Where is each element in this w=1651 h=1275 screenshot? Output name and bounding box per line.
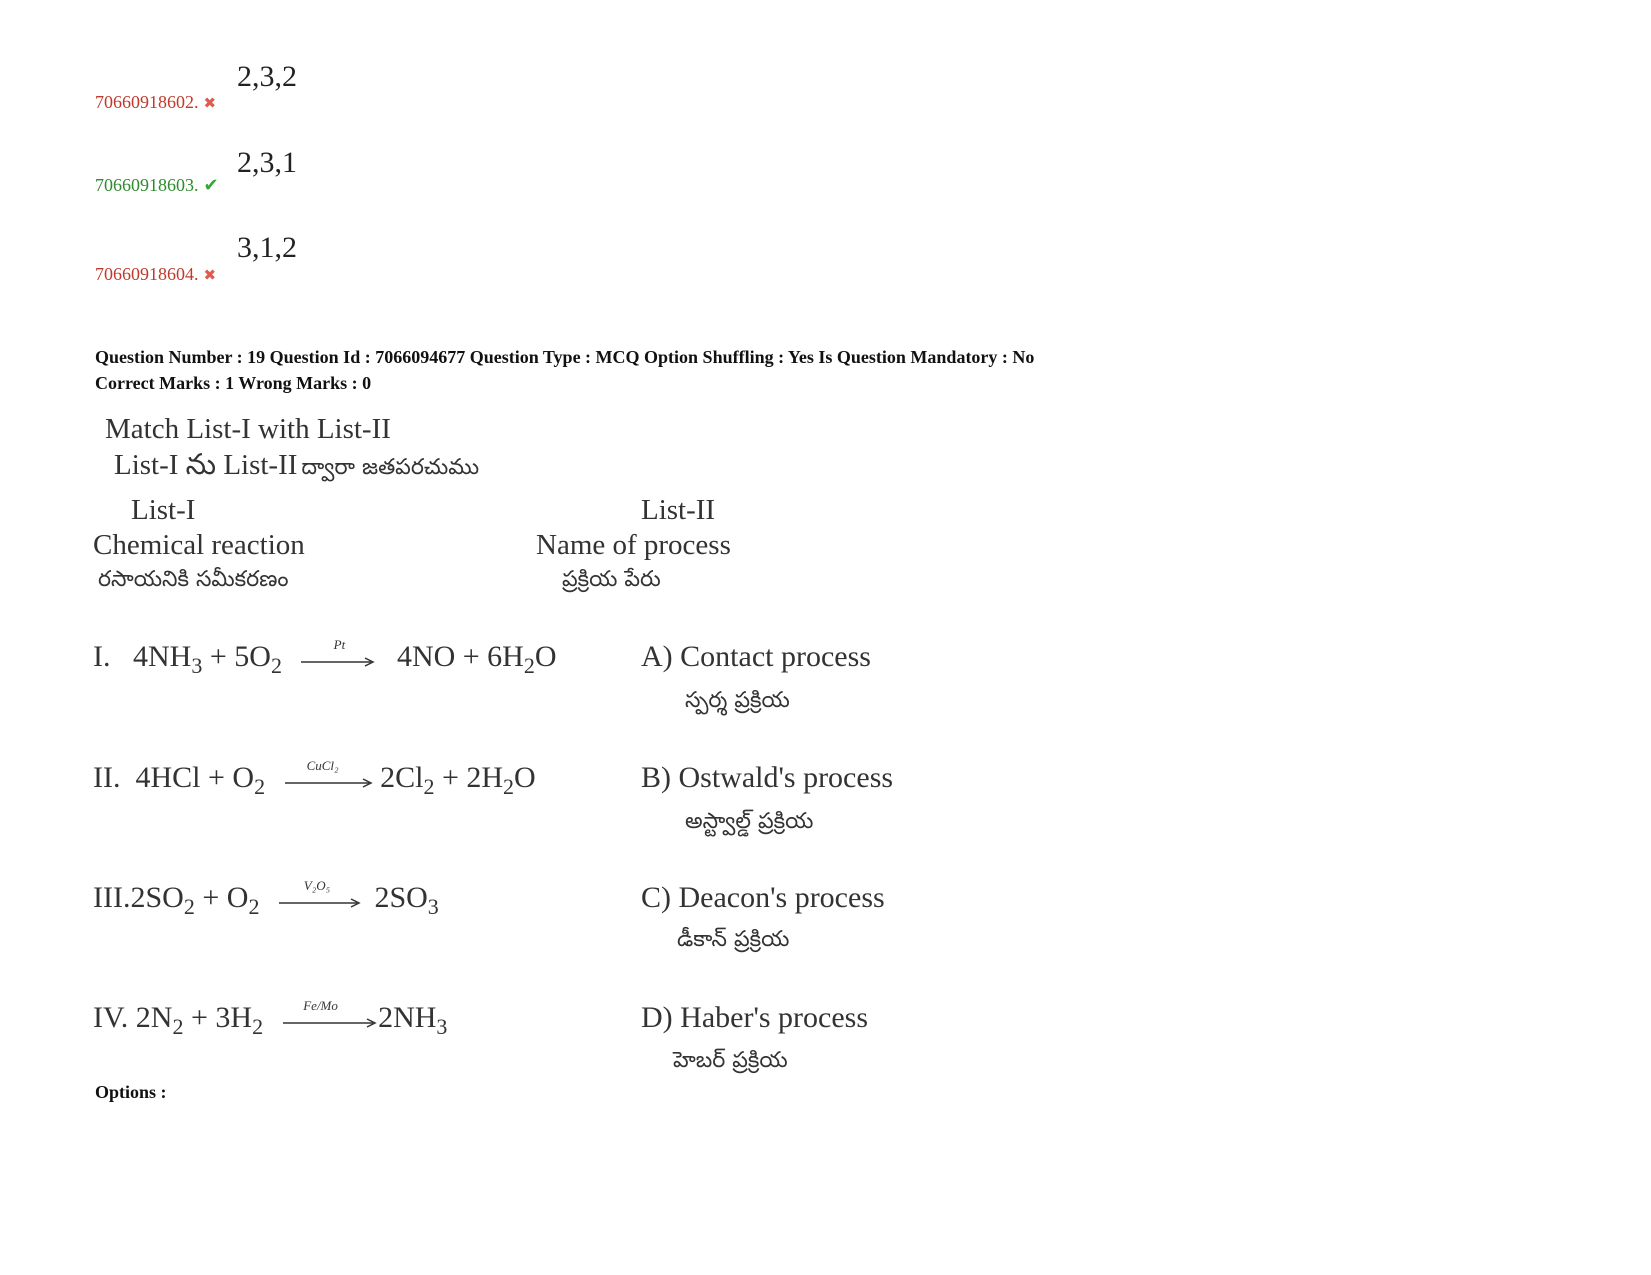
option-value: 2,3,2 [237,60,297,93]
options-label: Options : [95,1082,167,1102]
catalyst-label: CuCl₂ [306,758,339,774]
list2-subheader: Name of process [536,529,731,561]
check-icon: ✔ [203,175,219,195]
option-id: 70660918604. [95,264,199,284]
title-te-prefix: List-I ను List-II [114,449,298,481]
process-a-telugu: స్పర్శ ప్రక్రియ [685,688,790,713]
option-value: 2,3,1 [237,146,297,179]
option-row [95,175,219,196]
reaction-lhs: $4NH_3 + 5O_2$ [133,640,282,678]
list1-subheader: Chemical reaction [93,529,305,561]
option-id: 70660918603. [95,175,199,195]
reaction-rhs: $2NH_3$ [378,1001,448,1039]
reaction-row [93,998,448,1039]
reaction-row [93,637,557,678]
process-d: D) Haber's process [641,1001,868,1034]
reaction-rhs: $2Cl_2 + 2H_2O$ [380,761,536,799]
reaction-lhs: $4HCl + O_2$ [135,761,266,799]
reaction-arrow [283,998,359,1030]
process-b-telugu: అస్ట్వాల్డ్ ప్రక్రియ [685,809,814,834]
question-title: Match List-I with List-II [105,413,391,445]
reaction-row [93,878,439,919]
option-value: 3,1,2 [237,231,297,264]
reaction-label: II. [93,761,121,794]
reaction-label: IV. [93,1001,129,1034]
cross-icon: ✖ [203,96,217,112]
process-a: A) Contact process [641,640,871,673]
question-meta-line1: Question Number : 19 Question Id : 7066094677 Question Type : MCQ Option Shuffling : Yes Is Question Mandatory : No [95,347,1035,367]
process-d-telugu: హెబర్ ప్రక్రియ [673,1048,788,1073]
list1-header: List-I [131,494,196,526]
cross-icon: ✖ [203,268,217,284]
reaction-arrow [279,878,355,910]
reaction-label: III. [93,881,131,914]
reaction-rhs: $2SO_3$ [374,881,439,919]
reaction-lhs: $2N_2 + 3H_2$ [135,1001,264,1039]
option-row [95,264,216,285]
reaction-label: I. [93,640,111,673]
catalyst-label: V₂O₅ [303,878,331,894]
process-b: B) Ostwald's process [641,761,894,794]
catalyst-label: Fe/Mo [303,998,338,1014]
reaction-row [93,758,536,799]
process-c-telugu: డీకాన్ ప్రక్రియ [677,927,790,952]
catalyst-label: Pt [333,637,346,653]
reaction-lhs: $2SO_2 + O_2$ [130,881,260,919]
option-row [95,92,216,113]
title-te-suffix: ద్వారా జతపరచుము [301,455,480,480]
question-title-telugu [114,449,479,489]
process-c: C) Deacon's process [641,881,885,914]
option-id: 70660918602. [95,92,199,112]
reaction-rhs: $4NO + 6H_2O$ [396,640,557,678]
reaction-arrow [285,758,361,790]
list2-header: List-II [641,494,716,526]
list2-subheader-telugu: ప్రక్రియ పేరు [562,567,661,592]
reaction-arrow [301,637,377,669]
list1-subheader-telugu: రసాయనికి సమీకరణం [98,567,289,592]
question-meta-line2: Correct Marks : 1 Wrong Marks : 0 [95,373,372,393]
